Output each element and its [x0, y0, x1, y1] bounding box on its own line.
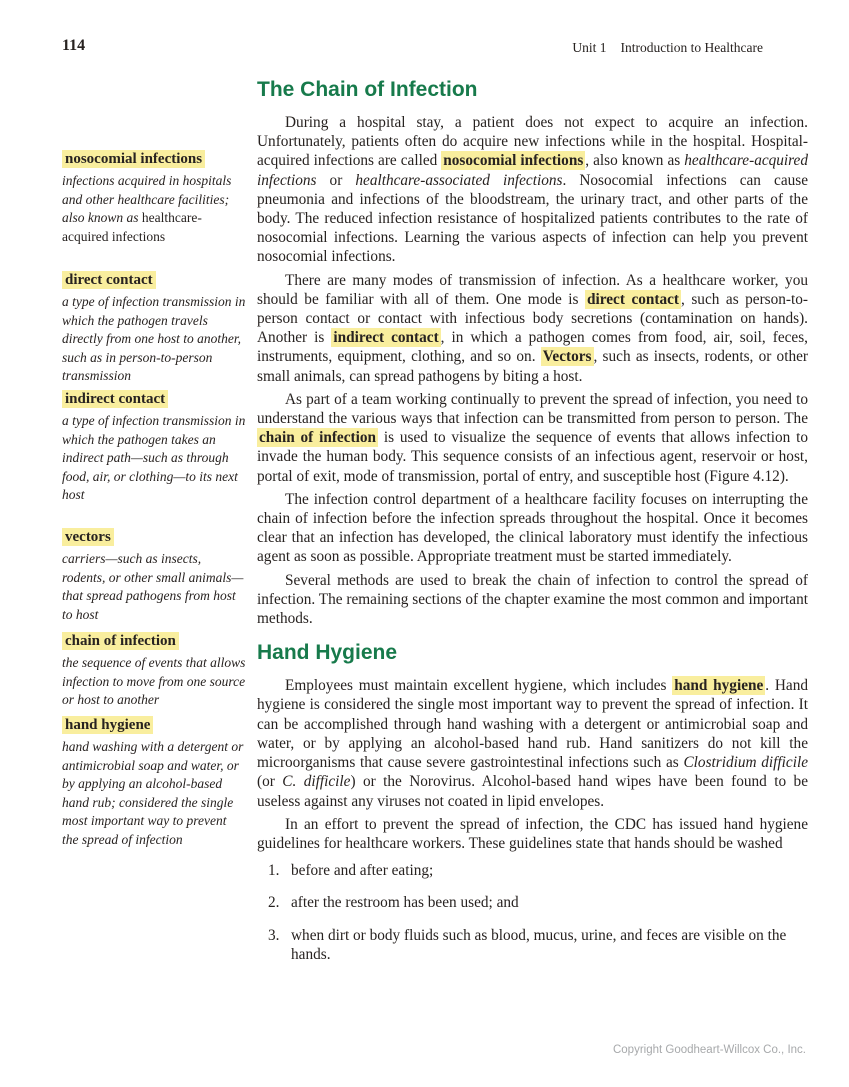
glossary-entry	[62, 632, 246, 710]
glossary-term: vectors	[62, 528, 114, 546]
paragraph: Several methods are used to break the chain of infection to control the spread of infection. The remaining sections of the chapter examine the most common and important methods.	[257, 571, 808, 628]
section-heading-hand-hygiene: Hand Hygiene	[257, 641, 398, 665]
page-number: 114	[62, 37, 86, 54]
paragraph: During a hospital stay, a patient does not expect to acquire an infection. Unfortunately, patients often do acquire new infections while in the hospital. Hospital-acquired infections are called nosocomial infections , also known as healthcare-acquired infections or healthcare-associated infections. Nosocomial infections can cause pneumonia and infections of the bloodstream, the urinary tract, and other parts of the body. The reduced infection resistance of hospitalized patients contributes to the rate of nosocomial infections. Learning the various aspects of infection can help you prevent nosocomial infections.	[257, 114, 808, 266]
glossary-entry	[62, 150, 246, 246]
paragraph: There are many modes of transmission of infection. As a healthcare worker, you should be familiar with all of them. One mode is direct contact , such as person-to-person contact or contact with infectious body secretions (contamination on hands). Another is indirect contact , in which a pathogen comes from food, air, soil, feces, instruments, equipment, clothing, and so on. Vectors , such as insects, rodents, or other small animals, can spread pathogens by biting a host.	[257, 271, 809, 385]
glossary-entry	[62, 716, 246, 849]
paragraph: As part of a team working continually to prevent the spread of infection, you need to understand the various ways that infection can be transmitted from person to person. The chain of infection is used to visualize the sequence of events that allows infection to invade the human body. This sequence consists of an infectious agent, reservoir or host, portal of exit, mode of transmission, portal of entry, and susceptible host (Figure 4.12).	[257, 390, 809, 485]
glossary-entry	[62, 528, 246, 624]
running-head-unit: Unit 1	[572, 40, 607, 55]
copyright-notice: Copyright Goodheart-Willcox Co., Inc.	[612, 1044, 806, 1056]
glossary-definition: a type of infection transmission in which the pathogen takes an indirect path—such as through food, air, or clothing—to its next host	[62, 413, 246, 502]
glossary-entry	[62, 390, 246, 505]
paragraph: The infection control department of a healthcare facility focuses on interrupting the chain of infection before the infection spreads throughout the hospital. Once it becomes clear that an infection has developed, the clinical laboratory must identify the infectious agent as soon as possible. Appropriate treatment must be started immediately.	[257, 490, 808, 566]
list-number: 2.	[268, 894, 280, 912]
section-heading-chain-of-infection: The Chain of Infection	[257, 78, 478, 101]
glossary-term: hand hygiene	[62, 716, 153, 734]
list-number: 3.	[268, 926, 280, 944]
running-head	[572, 40, 763, 56]
paragraph: In an effort to prevent the spread of infection, the CDC has issued hand hygiene guidelines for healthcare workers. These guidelines state that hands should be washed	[257, 815, 808, 852]
glossary-definition: the sequence of events that allows infection to move from one source or host to another	[62, 655, 246, 707]
running-head-title: Introduction to Healthcare	[620, 40, 763, 55]
glossary-term: chain of infection	[62, 632, 179, 650]
list-number: 1.	[268, 862, 280, 880]
numbered-list	[257, 861, 808, 964]
list-item	[257, 926, 808, 964]
glossary-term: direct contact	[62, 271, 156, 289]
list-text: when dirt or body fluids such as blood, mucus, urine, and feces are visible on the hands.	[291, 926, 787, 963]
glossary-term: nosocomial infections	[62, 150, 205, 168]
body-column	[257, 78, 808, 977]
glossary-definition: infections acquired in hospitals and other healthcare facilities; also known as healthcare-acquired infections	[62, 173, 232, 244]
glossary-definition: a type of infection transmission in which the pathogen travels directly from one host to another, such as in person-to-person transmission	[62, 294, 246, 383]
list-item	[257, 861, 808, 880]
glossary-term: indirect contact	[62, 390, 168, 408]
list-text: after the restroom has been used; and	[291, 894, 519, 912]
glossary-definition: carriers—such as insects, rodents, or other small animals—that spread pathogens from host to host	[62, 551, 244, 622]
glossary-definition: hand washing with a detergent or antimicrobial soap and water, or by applying an alcohol-based hand rub; considered the single most important way to prevent the spread of infection	[62, 739, 244, 847]
list-item	[257, 893, 808, 912]
list-text: before and after eating;	[291, 862, 434, 880]
paragraph: Employees must maintain excellent hygiene, which includes hand hygiene . Hand hygiene is considered the single most important way to prevent the spread of infection. It can be accomplished through hand washing with a detergent or antimicrobial soap and water, or by applying an alcohol-based hand rub. Hand sanitizers do not kill the microorganisms that cause severe gastrointestinal infections such as Clostridium difficile (or C. difficile) or the Norovirus. Alcohol-based hand wipes have been found to be useless against any viruses not coated in lipid envelopes.	[257, 677, 809, 810]
glossary-entry	[62, 271, 246, 386]
